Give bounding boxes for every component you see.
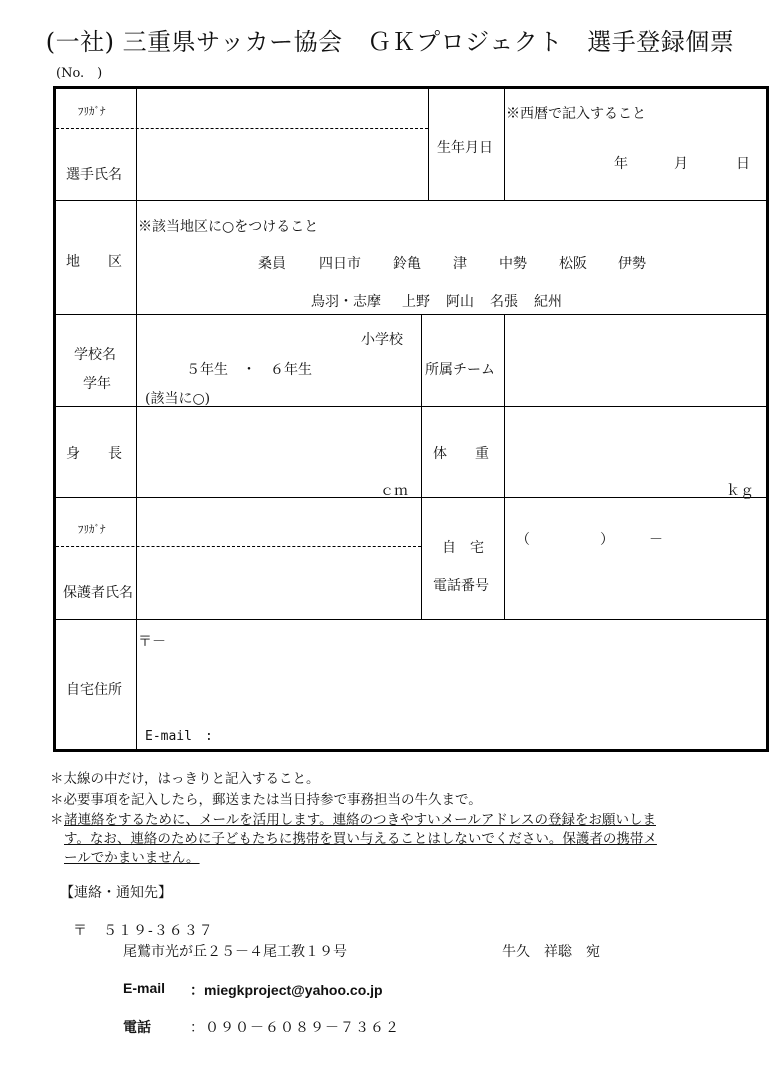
page-title: (一社) 三重県サッカー協会 ＧＫプロジェクト 選手登録個票 (45, 28, 735, 56)
region-option: 伊勢 (618, 256, 646, 272)
guardian-furigana-label: ﾌﾘｶﾞﾅ (78, 523, 106, 536)
region-label: 地 区 (66, 254, 122, 270)
column-divider (421, 314, 422, 619)
region-option: 中勢 (499, 256, 527, 272)
elementary-label: 小学校 (361, 332, 403, 348)
row-divider (56, 200, 766, 201)
contact-postal: 〒 ５１９-３６３７ (73, 923, 214, 939)
weight-unit: ｋｇ (726, 483, 754, 499)
team-label: 所属チーム (425, 362, 495, 378)
player-name-label: 選手氏名 (66, 167, 122, 183)
day-label: 日 (736, 156, 750, 172)
contact-address: 尾鷲市光が丘２５－４尾工教１９号 (123, 944, 347, 960)
furigana-label: ﾌﾘｶﾞﾅ (78, 105, 106, 118)
contact-heading: 【連絡・通知先】 (60, 885, 172, 901)
column-divider (504, 314, 505, 619)
row-divider (56, 314, 766, 315)
phone-label: 電話番号 (433, 578, 489, 594)
row-divider (56, 497, 766, 498)
region-option: 四日市 (319, 256, 361, 272)
grade-label: 学年 (83, 376, 111, 392)
contact-email: ：miegkproject@yahoo.co.jp (190, 982, 383, 998)
phone-field: （ ） － (516, 532, 663, 548)
month-label: 月 (674, 156, 688, 172)
region-option: 桑員 (258, 256, 286, 272)
registration-form (53, 86, 769, 752)
region-option: 紀州 (534, 294, 562, 310)
note-3-line-1: 諸連絡をするために、メールを活用します。連絡のつきやすいメールアドレスの登録をお願いしま (64, 812, 656, 828)
form-number: (No. ) (56, 66, 103, 81)
height-unit: ｃｍ (380, 483, 408, 499)
birthdate-label: 生年月日 (437, 140, 493, 156)
region-option: 名張 (490, 294, 518, 310)
contact-phone: ：０９０－６０８９－７３６２ (190, 1020, 400, 1036)
region-option: 阿山 (446, 294, 474, 310)
column-divider (428, 89, 429, 200)
guardian-furigana-divider (56, 546, 421, 547)
region-option: 鳥羽・志摩 (311, 294, 381, 310)
column-divider (504, 89, 505, 200)
guardian-name-label: 保護者氏名 (63, 585, 133, 601)
email-label: E-mail : (145, 729, 213, 744)
region-option: 鈴亀 (393, 256, 421, 272)
row-divider (56, 619, 766, 620)
note-3-line-3: ールでかまいません。 (64, 850, 200, 866)
height-label: 身 長 (66, 446, 122, 462)
postal-mark: 〒－ (138, 634, 166, 650)
region-option: 津 (453, 256, 467, 272)
contact-phone-label: 電話 (123, 1019, 151, 1035)
address-label: 自宅住所 (66, 682, 122, 698)
furigana-divider (56, 128, 428, 129)
note-2: ＊必要事項を記入したら，郵送または当日持参で事務担当の牛久まで。 (50, 792, 482, 808)
weight-label: 体 重 (433, 446, 489, 462)
school-label: 学校名 (74, 347, 116, 363)
note-3-marker: ＊ (50, 812, 64, 828)
birthdate-note: ※西暦で記入すること (506, 106, 646, 122)
region-note: ※該当地区に○をつけること (138, 219, 319, 235)
grade-options: ５年生 ・ ６年生 (186, 362, 312, 378)
region-option: 松阪 (559, 256, 587, 272)
note-1: ＊太線の中だけ，はっきりと記入すること。 (50, 771, 320, 787)
note-3-line-2: す。なお、連絡のために子どもたちに携帯を買い与えることはしないでください。保護者の携帯メ (64, 831, 657, 847)
contact-recipient: 牛久 祥聡 宛 (502, 944, 600, 960)
grade-note: (該当に○) (145, 391, 211, 407)
region-option: 上野 (402, 294, 430, 310)
year-label: 年 (614, 156, 628, 172)
home-label: 自 宅 (442, 540, 484, 556)
contact-email-label: E-mail (123, 980, 166, 996)
label-column-divider (136, 89, 137, 749)
